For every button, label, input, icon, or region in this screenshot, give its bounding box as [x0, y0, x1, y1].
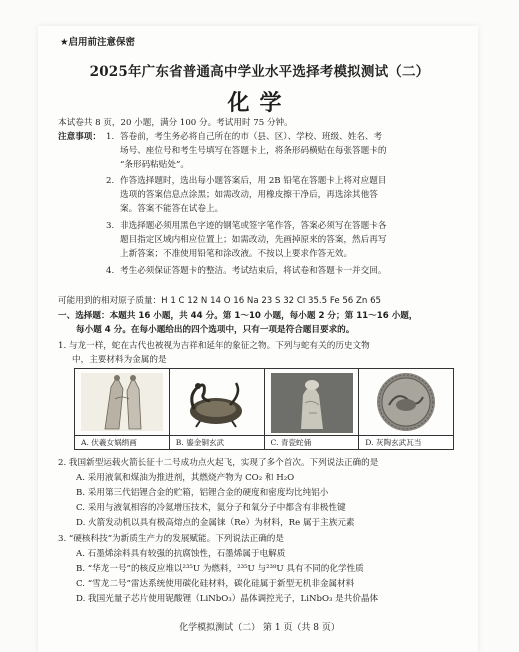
q3-option-c[interactable]: C. “雪龙二号”雷达系统使用碳化硅材料，碳化硅属于新型无机非金属材料: [76, 579, 355, 589]
notes-heading: 注意事项：: [58, 132, 101, 142]
q1-option-b-caption: B. 鎏金铜玄武: [170, 435, 264, 449]
q2-option-d[interactable]: D. 火箭发动机以具有极高熔点的金属铼（Re）为材料，Re 属于主族元素: [76, 518, 355, 528]
section-heading-line-2: 每小题 4 分。在每小题给出的四个选项中，只有一项是符合题目要求的。: [76, 325, 355, 335]
gilt-bronze-xuanwu-image: [170, 369, 264, 435]
note-item-2: 2. 作答选择题时，选出每小题答案后，用 2B 铅笔在答题卡上将对应题目 选项的答案信息点涂黑；如需改动，用橡皮擦干净后，再选涂其他答 案。答案不能答在试卷上。: [106, 176, 387, 214]
q3-stem: 3. “硬核科技”为新质生产力的发展赋能。下列说法正确的是: [58, 534, 284, 544]
q1-option-d-caption: D. 灰陶玄武瓦当: [359, 435, 453, 449]
note-item-4: 4. 考生必须保证答题卡的整洁。考试结束后，将试卷和答题卡一并交回。: [106, 266, 387, 276]
subject-title: 化学: [227, 91, 292, 116]
q1-stem-line-1: 1. 与龙一样，蛇在古代也被视为吉祥和延年的象征之物。下列与蛇有关的历史文物: [58, 341, 370, 351]
q2-option-a[interactable]: A. 采用液氧和煤油为推进剂，其燃烧产物为 CO₂ 和 H₂O: [76, 473, 295, 483]
q3-option-a[interactable]: A. 石墨烯涂料具有较强的抗腐蚀性，石墨烯属于电解质: [76, 549, 286, 559]
exam-title: 2025年广东省普通高中学业水平选择考模拟测试（二）: [89, 64, 430, 80]
grey-pottery-tile-end-image: [359, 369, 453, 435]
q1-option-a[interactable]: [75, 369, 170, 449]
q1-image-options: [74, 368, 454, 450]
confidential-label: ★启用前注意保密: [60, 37, 136, 48]
section-heading-line-1: 一、选择题：本题共 16 小题，共 44 分。第 1～10 小题，每小题 2 分；第 11～16 小题，: [58, 311, 418, 321]
q1-option-a-caption: A. 伏羲女娲绢画: [75, 435, 169, 449]
note-item-1: 1. 答卷前，考生务必将自己所在的市（县、区）、学校、班级、姓名、考 场号、座位号和考生号填写在答题卡上，将条形码横贴在每张答题卡的 “条形码粘贴处”。: [106, 132, 387, 170]
q2-option-c[interactable]: C. 采用与液氧相容的冷氦增压技术，氦分子和氧分子中都含有非极性键: [76, 503, 346, 513]
q3-option-b[interactable]: B. “华龙一号”的核反应堆以²³⁵U 为燃料，²³⁵U 与²³⁸U 具有不同的化学性质: [76, 564, 364, 574]
q1-option-c-caption: C. 青瓷蛇俑: [265, 435, 359, 449]
q2-stem: 2. 我国新型运载火箭长征十二号成功点火起飞，实现了多个首次。下列说法正确的是: [58, 458, 379, 468]
silk-painting-image: [75, 369, 169, 435]
celadon-snake-figurine-image: [265, 369, 359, 435]
q1-option-b[interactable]: [170, 369, 265, 449]
q1-option-c[interactable]: [265, 369, 360, 449]
q2-option-b[interactable]: B. 采用第三代铝锂合金的贮箱，铝锂合金的硬度和密度均比纯铝小: [76, 488, 329, 498]
q3-option-d[interactable]: D. 我国光量子芯片使用铌酸锂（LiNbO₃）晶体调控光子，LiNbO₃ 是共价晶体: [76, 594, 379, 604]
q1-stem-line-2: 中，主要材料为金属的是: [72, 355, 167, 365]
q1-option-d[interactable]: [359, 369, 453, 449]
note-item-3: 3. 非选择题必须用黑色字迹的钢笔或签字笔作答，答案必须写在答题卡各 题目指定区域内相应位置上；如需改动，先画掉原来的答案，然后再写 上新答案；不准使用铅笔和涂改液。不按以上要求作答无效。: [106, 221, 387, 259]
exam-meta: 本试卷共 8 页，20 小题，满分 100 分。考试用时 75 分钟。: [58, 118, 293, 128]
page-footer: 化学模拟测试（二） 第 1 页（共 8 页）: [179, 623, 340, 633]
atomic-masses: 可能用到的相对原子质量：H 1 C 12 N 14 O 16 Na 23 S 32 Cl 35.5 Fe 56 Zn 65: [58, 296, 382, 306]
